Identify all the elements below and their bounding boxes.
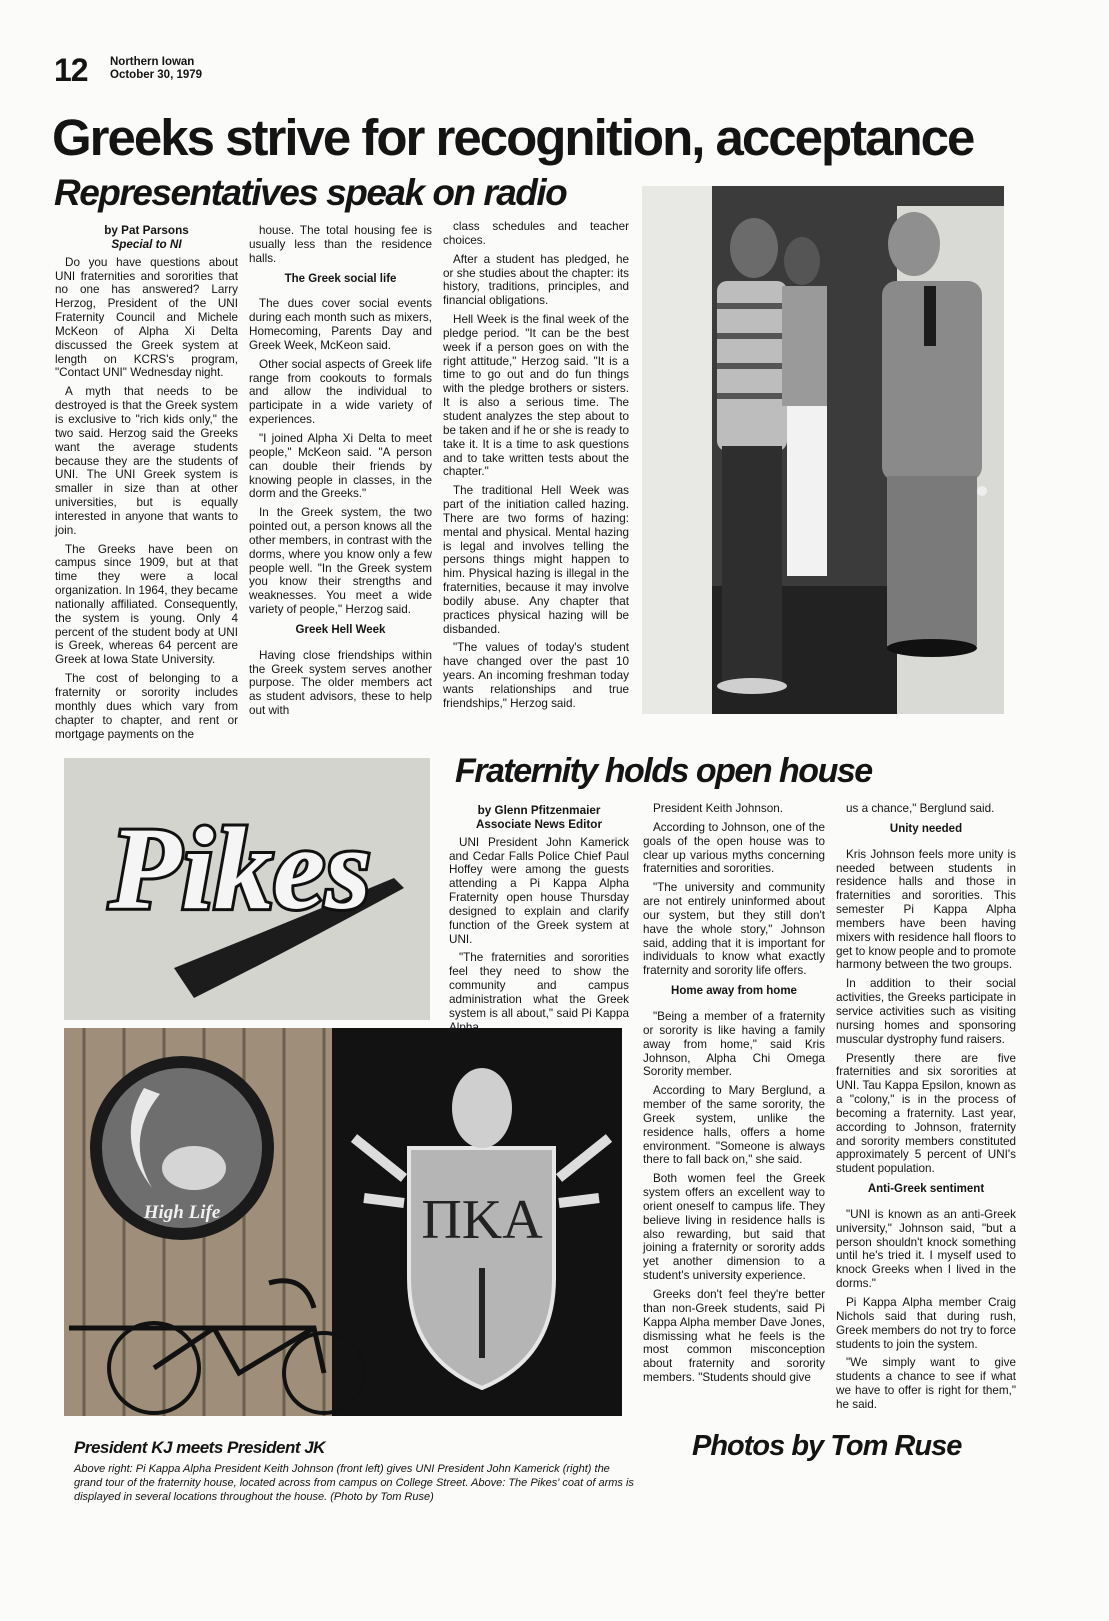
- photo-pikes-sign: [64, 758, 430, 1020]
- paragraph: Greeks don't feel they're better than non-Greek students, said Pi Kappa Alpha member Dave Jones, dismissing what he feels is the most common misconception about fraternity and sorority members. "Students should give: [643, 1288, 825, 1385]
- paragraph: UNI President John Kamerick and Cedar Falls Police Chief Paul Hoffey were among the guests attending a Pi Kappa Alpha Fraternity open house Thursday designed to explain and clarify function of the Greek system at UNI.: [449, 835, 629, 946]
- paragraph: "I joined Alpha Xi Delta to meet people," McKeon said. "A person can double their friends by knowing people in classes, in the dorm and the Greeks.": [249, 431, 432, 501]
- caption-text: Above right: Pi Kappa Alpha President Keith Johnson (front left) gives UNI President John Kamerick (right) the grand tour of the fraternity house, located across from campus on College Street. Above: The Pikes' coat of arms is displayed in several locations throughout the house. (Photo by Tom Ruse): [74, 1463, 634, 1503]
- beer-sign-text: High Life: [143, 1202, 221, 1223]
- paragraph: "The values of today's student have changed over the past 10 years. An incoming freshman today wants relationships and true friendships," Herzog said.: [443, 641, 629, 710]
- paragraph: Other social aspects of Greek life range from cookouts to formals and allow the individual to participate in a wide variety of experiences.: [249, 357, 432, 427]
- masthead: [110, 56, 202, 82]
- photo-credit: Photos by Tom Ruse: [692, 1430, 962, 1462]
- story2-column-3: [836, 802, 1016, 1411]
- story2-col1-paras: [449, 836, 629, 1035]
- paragraph: The dues cover social events during each month such as mixers, Homecoming, Parents Day and Greek Week, McKeon said.: [249, 297, 432, 352]
- story1-column-1: [55, 224, 238, 741]
- story1-col2-bot: [249, 649, 432, 718]
- page-number: 12: [54, 52, 88, 88]
- caption-title: President KJ meets President JK: [74, 1438, 325, 1457]
- paragraph: Pi Kappa Alpha member Craig Nichols said that during rush, Greek members do not try to force students to join the system.: [836, 1296, 1016, 1351]
- paragraph: "We simply want to give students a chance to see if what we have to offer is right for them," he said.: [836, 1356, 1016, 1411]
- story1-column-3: [443, 220, 629, 726]
- story2-col2-top: [643, 802, 825, 978]
- story1-col3-paras: [443, 220, 629, 711]
- story2-col3-top: [836, 802, 1016, 816]
- byline-name: by Pat Parsons: [104, 224, 189, 237]
- paragraph: "The university and community are not entirely uninformed about our system, but they still don't have the whole story," Johnson said, adding that it is important for individuals to know what exactly fraternity and sorority life offers.: [643, 881, 825, 978]
- subhead-hell-week: Greek Hell Week: [295, 623, 386, 636]
- photo-coat-of-arms: [64, 1028, 622, 1416]
- paragraph: Having close friendships within the Greek system serves another purpose. The older members act as student advisors, these to help out with: [249, 648, 432, 718]
- story1-col1-paras: [55, 256, 238, 742]
- paragraph: class schedules and teacher choices.: [443, 220, 629, 247]
- story2-headline: Fraternity holds open house: [455, 752, 872, 790]
- paragraph: After a student has pledged, he or she studies about the chapter: its history, traditions, principles, and financial obligations.: [443, 252, 629, 308]
- paragraph: In addition to their social activities, the Greeks participate in service activities such as visiting nursing homes and sponsoring muscular dystrophy fund raisers.: [836, 977, 1016, 1046]
- story2-byline: [449, 804, 629, 832]
- paragraph: Kris Johnson feels more unity is needed between students in residence halls and those in fraternities and sororities. This semester Pi Kappa Alpha members have been having mixers with residence hall floors to get to know people and to promote harmony between the two groups.: [836, 847, 1016, 972]
- paragraph: "UNI is known as an anti-Greek university," Johnson said, "but a person shouldn't knock something until he's tried it. I myself used to knock Greeks when I lived in the dorms.": [836, 1207, 1016, 1291]
- paragraph: us a chance," Berglund said.: [846, 802, 995, 815]
- paragraph: Hell Week is the final week of the pledge period. "It can be the best week if a person goes on with the right attitude," Herzog said. "It is a time to go out and do fun things with the pledge brothers or sisters. It is also a serious time. The student analyzes the step about to be taken and if he or she is ready to take it. It is a time to ask questions and to take written tests about the chapter.": [443, 313, 629, 479]
- photo-crest-image: [64, 1028, 622, 1416]
- story1-col2-top: [249, 224, 432, 266]
- subhead-unity: Unity needed: [889, 822, 963, 835]
- byline: [55, 224, 238, 252]
- paragraph: In the Greek system, the two pointed out, a person knows all the other members, in contrast with the dorms, where you know only a few people well. "In the Greek system you know their strengths and weaknesses. You meet a wide variety of people," Herzog said.: [249, 506, 432, 617]
- paragraph: house. The total housing fee is usually less than the residence halls.: [249, 224, 432, 265]
- paragraph: The traditional Hell Week was part of the initiation called hazing. There are two forms of hazing: mental and physical. Mental hazing is legal and involves telling the persons things might happen to him. Physical hazing is illegal in the fraternities, because it may involve bodily abuse. Any chapter that practices physical hazing will be disbanded.: [443, 484, 629, 636]
- deck-headline: Representatives speak on radio: [54, 172, 567, 213]
- paragraph: President Keith Johnson.: [653, 802, 783, 815]
- main-headline: Greeks strive for recognition, acceptance: [52, 109, 974, 166]
- paragraph: "Being a member of a fraternity or sorority is like having a family away from home," said Kris Johnson, Alpha Chi Omega Sorority member.: [643, 1009, 825, 1079]
- paper-name: Northern Iowan: [110, 56, 195, 68]
- issue-date: October 30, 1979: [110, 69, 203, 81]
- paragraph: Presently there are five fraternities and six sororities at UNI. Tau Kappa Epsilon, known as a "colony," is in the process of becoming a fraternity. Last year, according to Johnson, fraternity and sorority members constituted approximately 5 percent of UNI's student population.: [836, 1051, 1016, 1176]
- paragraph: The Greeks have been on campus since 1909, but at that time they were a local organization. In 1964, they became nationally affiliated. Consequently, the system is young. Only 4 percent of the student body at UNI is Greek, whereas 64 percent are Greek at Iowa State University.: [55, 542, 238, 667]
- paragraph: "The fraternities and sororities feel they need to show the community and campus administration what the Greek system is all about," said Pi Kappa Alpha: [449, 951, 629, 1034]
- byline-role: Special to NI: [111, 237, 182, 251]
- paragraph: A myth that needs to be destroyed is that the Greek system is exclusive to "rich kids only," the two said. Herzog said the Greeks want the average students because they are the students of UNI. The UNI Greek system is smaller in size than at other universities, but is equally interested in anyone that wants to join.: [55, 385, 238, 537]
- paragraph: The cost of belonging to a fraternity or sorority includes monthly dues which vary from chapter to chapter, and rent or mortgage payments on the: [55, 672, 238, 741]
- paragraph: According to Mary Berglund, a member of the same sorority, the Greek system, unlike the residence halls, offers a home environment. "Someone is always there to fall back on," she said.: [643, 1084, 825, 1167]
- story2-col3-mid: [836, 848, 1016, 1176]
- story2-col3-bot: [836, 1208, 1016, 1412]
- paragraph: According to Johnson, one of the goals of the open house was to clear up various myths concerning fraternities and sororities.: [643, 820, 825, 876]
- story1-column-2: [249, 224, 432, 737]
- subhead-social-life: The Greek social life: [284, 272, 397, 285]
- crest-letters: ΠΚΑ: [421, 1189, 543, 1251]
- photo-presidents: [642, 186, 1004, 714]
- subhead-anti-greek: Anti-Greek sentiment: [867, 1183, 985, 1196]
- pikes-sign-text: Pikes: [109, 803, 372, 934]
- photo-presidents-image: [642, 186, 1004, 714]
- story1-col2-mid: [249, 297, 432, 617]
- photo-pikes-image: [64, 758, 430, 1020]
- subhead-home-away: Home away from home: [671, 985, 797, 998]
- paragraph: Do you have questions about UNI fraternities and sororities that no one has answered? Larry Herzog, President of the UNI Fraternity Council and Michele McKeon of Alpha Xi Delta discussed the Greek system at length on KCRS's program, "Contact UNI" Wednesday night.: [55, 255, 238, 380]
- story2-column-1: [449, 804, 629, 1034]
- story2-column-2: [643, 802, 825, 1402]
- story2-col2-bot: [643, 1010, 825, 1385]
- story2-byline-name: by Glenn Pfitzenmaier: [477, 804, 601, 817]
- paragraph: Both women feel the Greek system offers an excellent way to orient oneself to campus life. They believe living in residence halls is also rewarding, but said that joining a fraternity or sorority adds yet another dimension to a student's university experience.: [643, 1172, 825, 1283]
- story2-byline-role: Associate News Editor: [475, 817, 602, 831]
